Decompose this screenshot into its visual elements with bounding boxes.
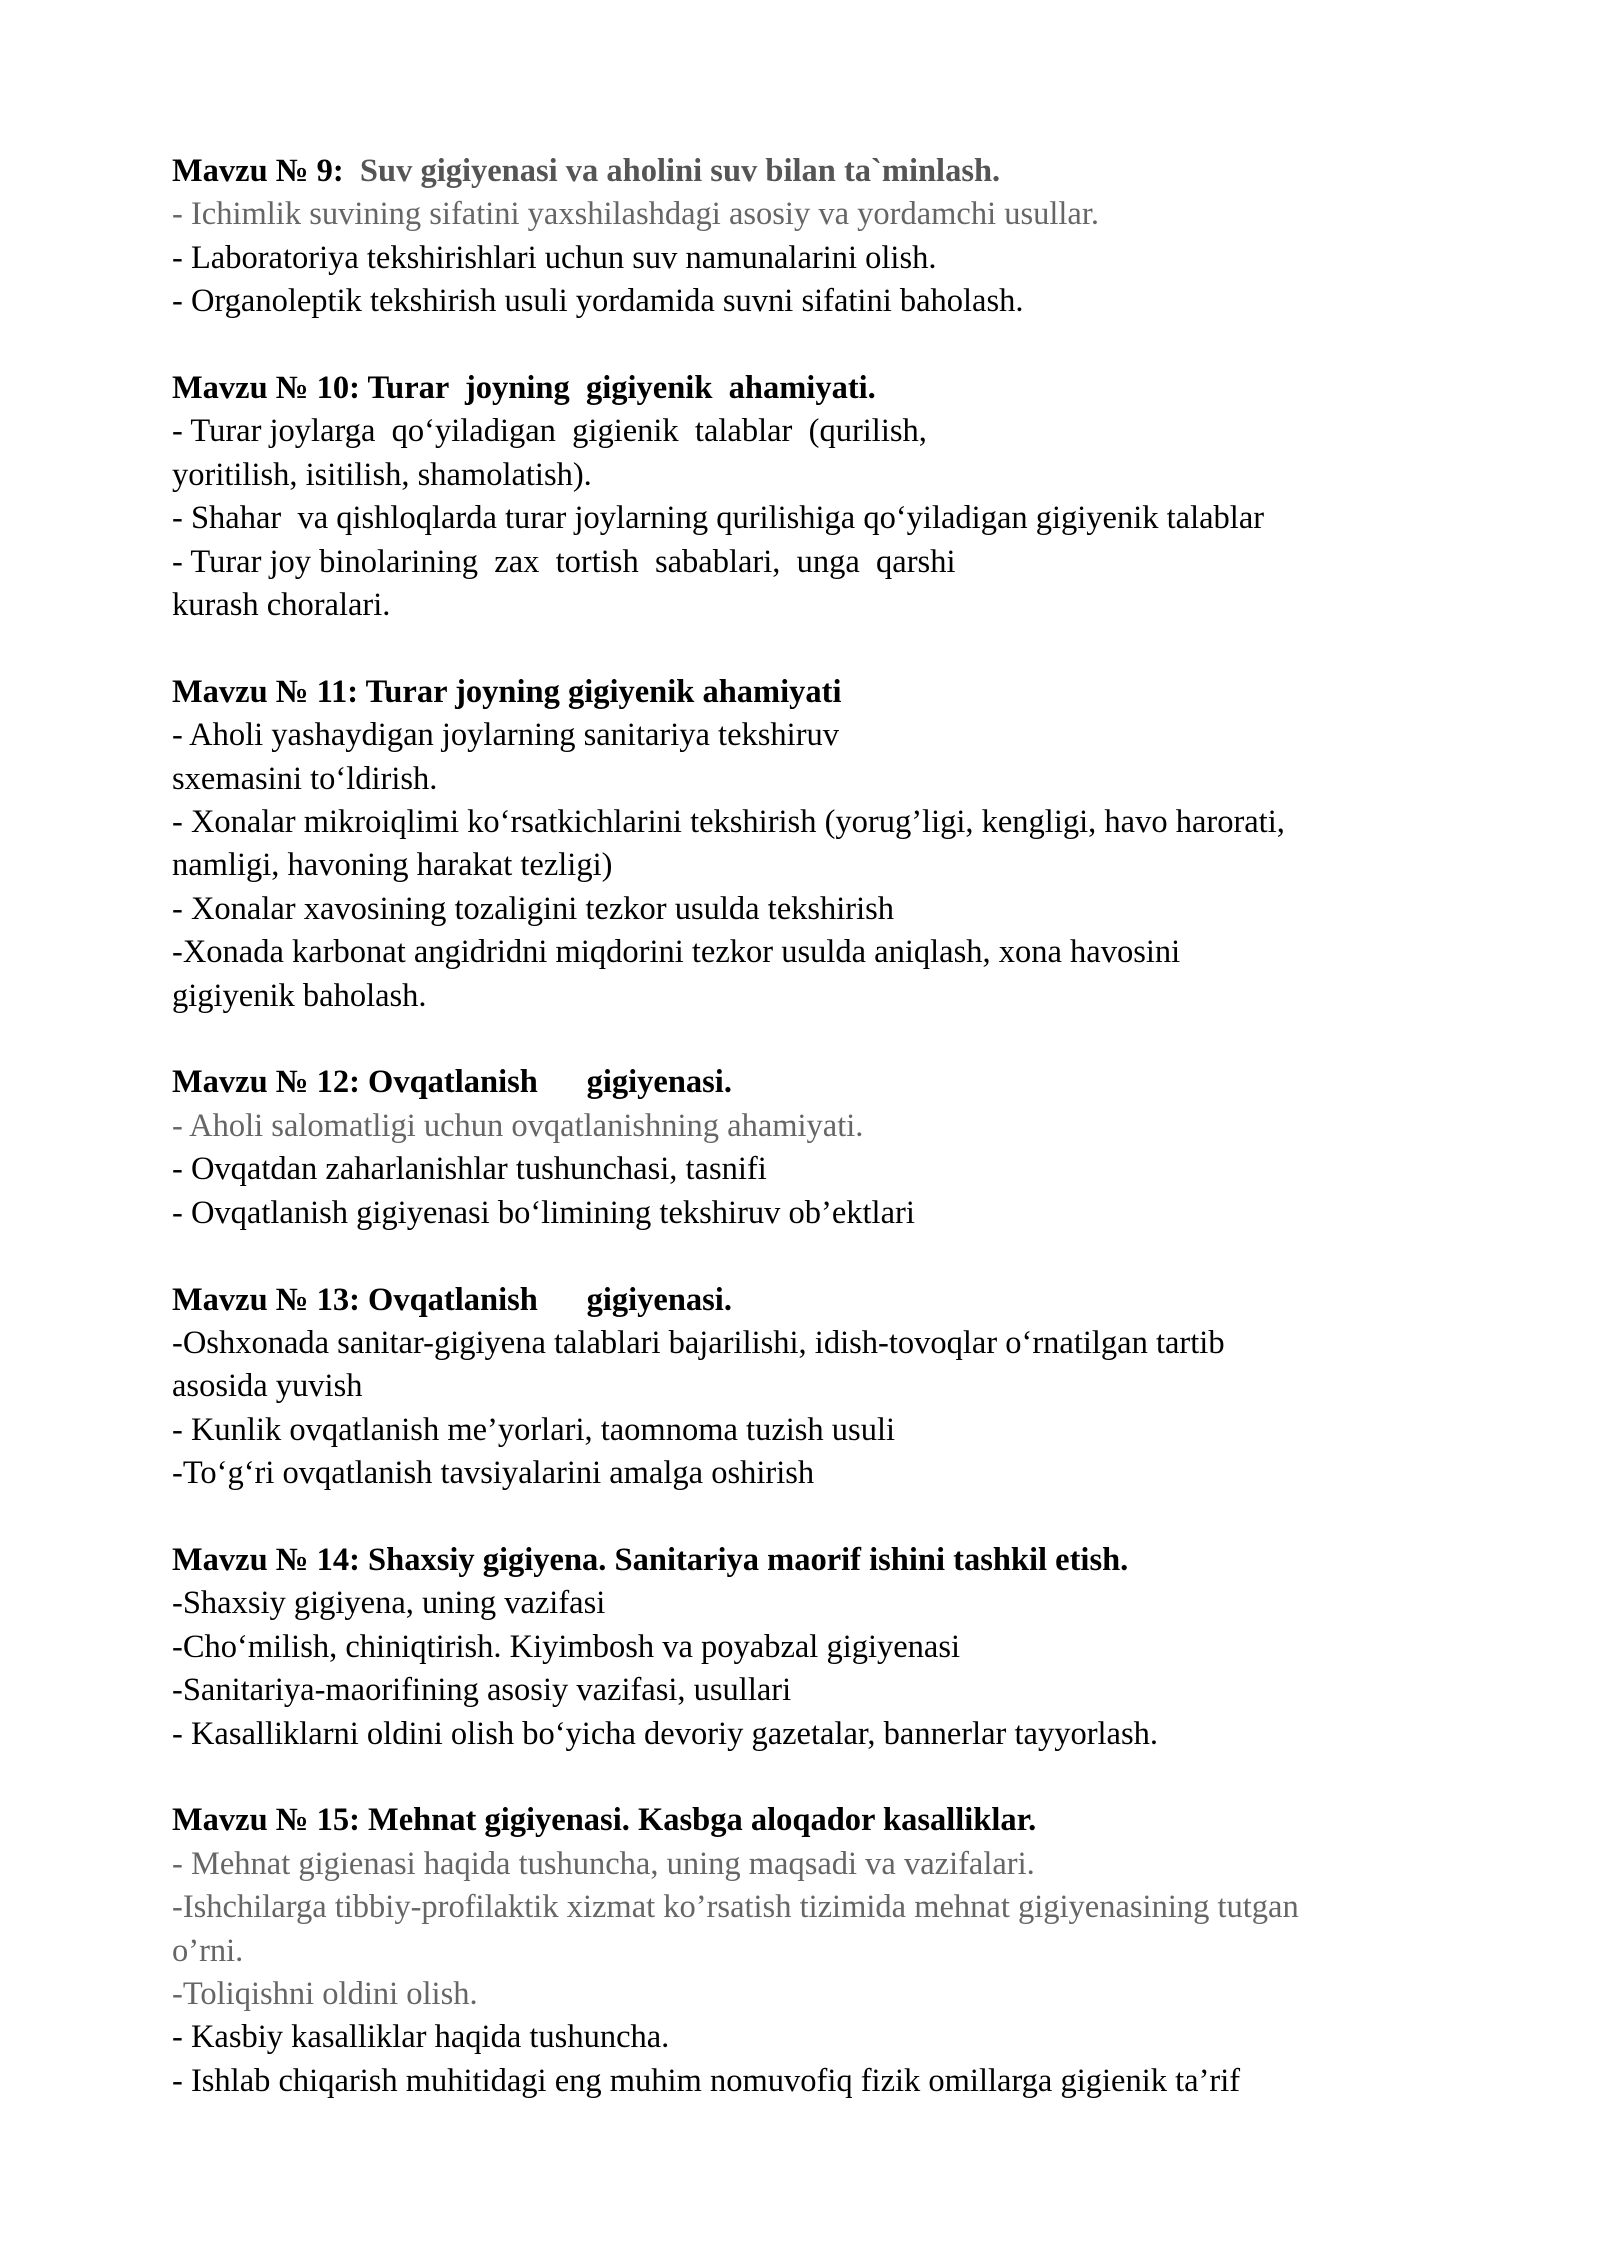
topic-title: Shaxsiy gigiyena. Sanitariya maorif ishini tashkil etish. bbox=[368, 1541, 1129, 1578]
topic-line: yoritilish, isitilish, shamolatish). bbox=[172, 456, 592, 493]
document-page bbox=[172, 150, 1512, 2147]
topic-section-11 bbox=[172, 671, 1512, 1018]
topic-title: Ovqatlanish gigiyenasi. bbox=[368, 1064, 732, 1101]
topic-heading bbox=[172, 1539, 1512, 1582]
topic-label: Mavzu № 9: bbox=[172, 153, 360, 189]
topic-line: -Shaxsiy gigiyena, uning vazifasi bbox=[172, 1585, 606, 1622]
topic-line: - Ovqatdan zaharlanishlar tushunchasi, tasnifi bbox=[172, 1151, 767, 1188]
topic-section-15 bbox=[172, 1799, 1512, 2103]
topic-title: Turar joyning gigiyenik ahamiyati. bbox=[367, 370, 876, 407]
topic-line: asosida yuvish bbox=[172, 1368, 363, 1405]
topic-line: sxemasini to‘ldirish. bbox=[172, 760, 438, 797]
topic-line: -To‘g‘ri ovqatlanish tavsiyalarini amalga oshirish bbox=[172, 1455, 815, 1492]
topic-heading bbox=[172, 367, 1512, 410]
topic-section-12 bbox=[172, 1061, 1512, 1235]
topic-section-10 bbox=[172, 367, 1512, 627]
topic-line: - Aholi salomatligi uchun ovqatlanishning ahamiyati. bbox=[172, 1107, 864, 1144]
topic-heading bbox=[172, 1061, 1512, 1104]
topic-label: Mavzu № 11: bbox=[172, 673, 366, 710]
topic-line: - Ovqatlanish gigiyenasi bo‘limining tekshiruv ob’ektlari bbox=[172, 1194, 915, 1231]
topic-line: - Shahar va qishloqlarda turar joylarning qurilishiga qo‘yiladigan gigiyenik talablar bbox=[172, 500, 1265, 537]
topic-label: Mavzu № 15: bbox=[172, 1802, 369, 1839]
topic-line: - Kunlik ovqatlanish me’yorlari, taomnoma tuzish usuli bbox=[172, 1411, 895, 1448]
topic-line: -Ishchilarga tibbiy-profilaktik xizmat ko’rsatish tizimida mehnat gigiyenasining tutgan bbox=[172, 1889, 1299, 1926]
topic-title: Turar joyning gigiyenik ahamiyati bbox=[365, 673, 842, 710]
topic-line: namligi, havoning harakat tezligi) bbox=[172, 847, 613, 884]
topic-line: - Ichimlik suvining sifatini yaxshilashdagi asosiy va yordamchi usullar. bbox=[172, 196, 1100, 233]
topic-line: - Turar joy binolarining zax tortish sabablari, unga qarshi bbox=[172, 543, 956, 580]
topic-line: - Ishlab chiqarish muhitidagi eng muhim nomuvofiq fizik omillarga gigienik ta’rif bbox=[172, 2062, 1241, 2099]
topic-line: gigiyenik baholash. bbox=[172, 977, 427, 1014]
topic-line: o’rni. bbox=[172, 1932, 244, 1969]
topic-label: Mavzu № 10: bbox=[172, 370, 368, 407]
topic-line: kurash choralari. bbox=[172, 587, 391, 624]
topic-line: -Toliqishni oldini olish. bbox=[172, 1975, 478, 2012]
topic-section-9 bbox=[172, 150, 1512, 324]
topic-label: Mavzu № 13: bbox=[172, 1281, 369, 1318]
topic-label: Mavzu № 14: bbox=[172, 1541, 369, 1578]
topic-heading bbox=[172, 1799, 1512, 1842]
topic-line: -Xonada karbonat angidridni miqdorini tezkor usulda aniqlash, xona havosini bbox=[172, 934, 1181, 971]
topic-line: -Oshxonada sanitar-gigiyena talablari bajarilishi, idish-tovoqlar o‘rnatilgan tartib bbox=[172, 1324, 1225, 1361]
topic-label: Mavzu № 12: bbox=[172, 1064, 369, 1101]
topic-heading bbox=[172, 1279, 1512, 1322]
topic-line: - Kasbiy kasalliklar haqida tushuncha. bbox=[172, 2019, 670, 2056]
topic-line: - Mehnat gigienasi haqida tushuncha, uning maqsadi va vazifalari. bbox=[172, 1845, 1035, 1882]
topic-title: Suv gigiyenasi va aholini suv bilan ta`minlash. bbox=[359, 153, 1001, 189]
topic-line: -Cho‘milish, chiniqtirish. Kiyimbosh va poyabzal gigiyenasi bbox=[172, 1628, 961, 1665]
topic-line: - Kasalliklarni oldini olish bo‘yicha devoriy gazetalar, bannerlar tayyorlash. bbox=[172, 1715, 1158, 1752]
topic-title: Mehnat gigiyenasi. Kasbga aloqador kasalliklar. bbox=[368, 1802, 1037, 1839]
topic-title: Ovqatlanish gigiyenasi. bbox=[368, 1281, 732, 1318]
topic-line: - Xonalar mikroiqlimi ko‘rsatkichlarini tekshirish (yorug’ligi, kengligi, havo harorati, bbox=[172, 804, 1285, 841]
topic-line: -Sanitariya-maorifining asosiy vazifasi, usullari bbox=[172, 1672, 792, 1709]
topic-line: - Xonalar xavosining tozaligini tezkor usulda tekshirish bbox=[172, 890, 895, 927]
topic-heading bbox=[172, 150, 1512, 193]
topic-line: - Aholi yashaydigan joylarning sanitariya tekshiruv bbox=[172, 717, 840, 754]
topic-line: - Laboratoriya tekshirishlari uchun suv namunalarini olish. bbox=[172, 239, 937, 276]
topic-section-14 bbox=[172, 1539, 1512, 1756]
topic-line: - Organoleptik tekshirish usuli yordamida suvni sifatini baholash. bbox=[172, 283, 1024, 320]
topic-line: - Turar joylarga qo‘yiladigan gigienik talablar (qurilish, bbox=[172, 413, 927, 450]
topic-heading bbox=[172, 671, 1512, 714]
topic-section-13 bbox=[172, 1279, 1512, 1496]
